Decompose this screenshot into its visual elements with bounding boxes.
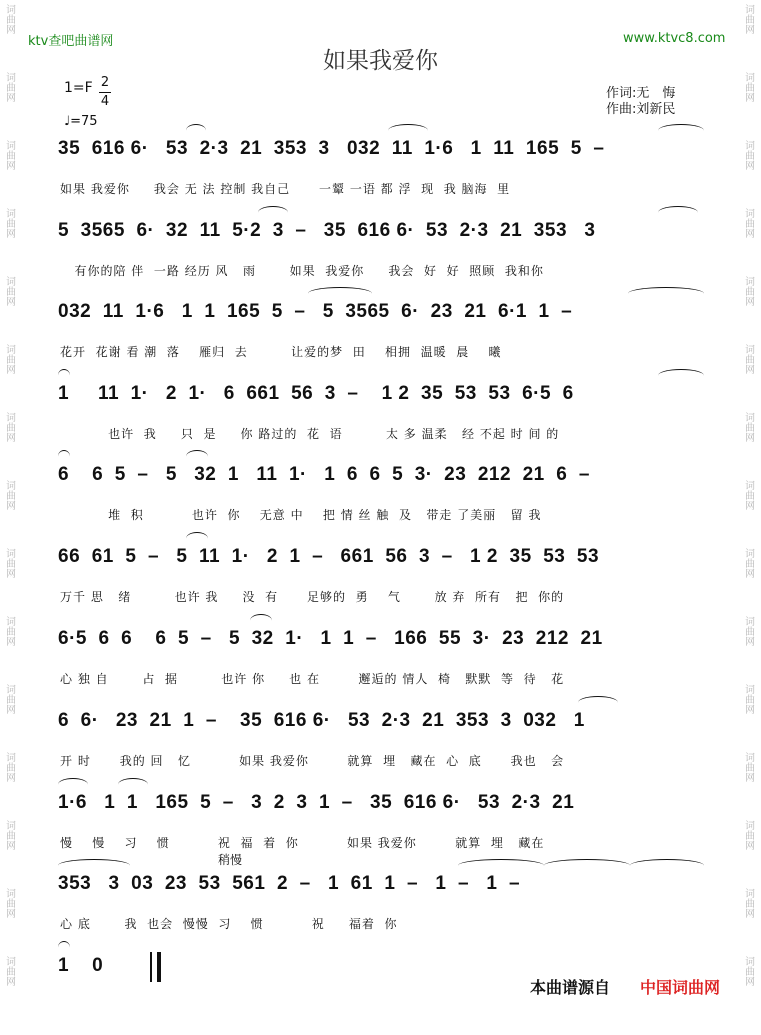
meter-bottom: 4: [100, 94, 110, 109]
notation-line: 353 3 03 23 53 561 2 – 1 61 1 – 1 – 1 –: [58, 873, 521, 894]
key-signature: [64, 75, 110, 109]
notation-line: 6·5 6 6 6 5 – 5 32 1· 1 1 – 166 55 3· 23 212 21: [58, 628, 603, 649]
slur: [58, 369, 70, 382]
score-row-7: [58, 628, 706, 708]
notation-line: 1 0: [58, 955, 104, 976]
composer: 作曲:刘新民: [606, 102, 676, 117]
footer-source-link[interactable]: 中国词曲网: [640, 978, 721, 997]
lyric-line: 开 时 我的 回 忆 如果 我爱你 就算 埋 藏在 心 底 我也 会: [60, 754, 565, 768]
notation-line: 1·6 1 1 165 5 – 3 2 3 1 – 35 616 6· 53 2·3 21: [58, 792, 575, 813]
lyric-line: 堆 积 也许 你 无意 中 把 情 丝 触 及 带走 了美丽 留 我: [60, 508, 542, 522]
slur: [58, 941, 70, 954]
final-barline: [150, 952, 161, 982]
lyricist: 作词:无 悔: [606, 86, 676, 101]
slur: [628, 287, 704, 300]
slur: [544, 859, 630, 872]
slur: [578, 696, 618, 709]
slur: [658, 369, 704, 382]
watermark-left: 词曲网 词曲网 词曲网 词曲网 词曲网 词曲网 词曲网 词曲网 词曲网 词曲网 词曲网 词曲网 词曲网 词曲网 词曲网: [6, 5, 16, 988]
lyric-line: 万千 思 绪 也许 我 没 有 足够的 勇 气 放 弃 所有 把 你的: [60, 590, 565, 604]
notation-line: 032 11 1·6 1 1 165 5 – 5 3565 6· 23 21 6·1 1 –: [58, 301, 573, 322]
slur: [58, 450, 70, 463]
slur: [58, 859, 130, 872]
slur: [258, 206, 288, 219]
footer-source-label: 本曲谱源自: [530, 978, 611, 997]
slur: [458, 859, 544, 872]
slur: [186, 124, 206, 137]
slur: [250, 614, 272, 627]
lyric-line: 也许 我 只 是 你 路过的 花 语 太 多 温柔 经 不起 时 间 的: [60, 427, 560, 441]
notation-line: 6 6· 23 21 1 – 35 616 6· 53 2·3 21 353 3 032 1: [58, 710, 585, 731]
notation-line: 1 11 1· 2 1· 6 661 56 3 – 1 2 35 53 53 6·5 6: [58, 383, 574, 404]
slur: [118, 778, 148, 791]
lyric-line: 心 独 自 占 据 也许 你 也 在 邂逅的 情人 椅 默默 等 待 花: [60, 672, 565, 686]
notation-line: 6 6 5 – 5 32 1 11 1· 1 6 6 5 3· 23 212 21 6 –: [58, 464, 590, 485]
score-row-8: [58, 710, 706, 790]
slur: [658, 206, 698, 219]
score-row-4: [58, 383, 706, 463]
tempo-mark: ♩=75: [64, 114, 98, 129]
slur: [630, 859, 704, 872]
song-title: 如果我爱你: [323, 48, 438, 74]
score-row-2: [58, 220, 706, 300]
notation-line: 5 3565 6· 32 11 5·2 3 – 35 616 6· 53 2·3 21 353 3: [58, 220, 596, 241]
lyric-line: 心 底 我 也会 慢慢 习 惯 祝 福着 你: [60, 917, 398, 931]
notation-line: 35 616 6· 53 2·3 21 353 3 032 11 1·6 1 11 165 5 –: [58, 138, 605, 159]
meter-top: 2: [100, 75, 110, 90]
slur: [186, 450, 208, 463]
site-url-right[interactable]: www.ktvc8.com: [623, 31, 726, 46]
lyric-line: 花开 花谢 看 潮 落 雁归 去 让爱的梦 田 相拥 温暖 晨 曦: [60, 345, 502, 359]
slur: [388, 124, 428, 137]
site-name-left[interactable]: ktv查吧曲谱网: [28, 34, 114, 49]
score-row-6: [58, 546, 706, 626]
watermark-right: 词曲网 词曲网 词曲网 词曲网 词曲网 词曲网 词曲网 词曲网 词曲网 词曲网 词曲网 词曲网 词曲网 词曲网 词曲网: [745, 5, 755, 988]
slur: [186, 532, 208, 545]
tempo-change-mark: 稍慢: [218, 853, 243, 867]
score-row-10: [58, 853, 706, 953]
lyric-line: 慢 慢 习 惯 祝 福 着 你 如果 我爱你 就算 埋 藏在: [60, 836, 545, 850]
credits: [606, 86, 675, 118]
slur: [308, 287, 372, 300]
notation-line: 66 61 5 – 5 11 1· 2 1 – 661 56 3 – 1 2 35 53 53: [58, 546, 600, 567]
slur: [658, 124, 704, 137]
lyric-line: 如果 我爱你 我会 无 法 控制 我自己 一颦 一语 都 浮 现 我 脑海 里: [60, 182, 511, 196]
time-signature: [99, 76, 111, 109]
score-row-3: [58, 301, 706, 381]
lyric-line: 有你的陪 伴 一路 经历 风 雨 如果 我爱你 我会 好 好 照顾 我和你: [60, 264, 544, 278]
score-row-1: [58, 138, 706, 218]
slur: [58, 778, 88, 791]
key-label: 1=F: [64, 80, 93, 96]
score-row-5: [58, 464, 706, 544]
